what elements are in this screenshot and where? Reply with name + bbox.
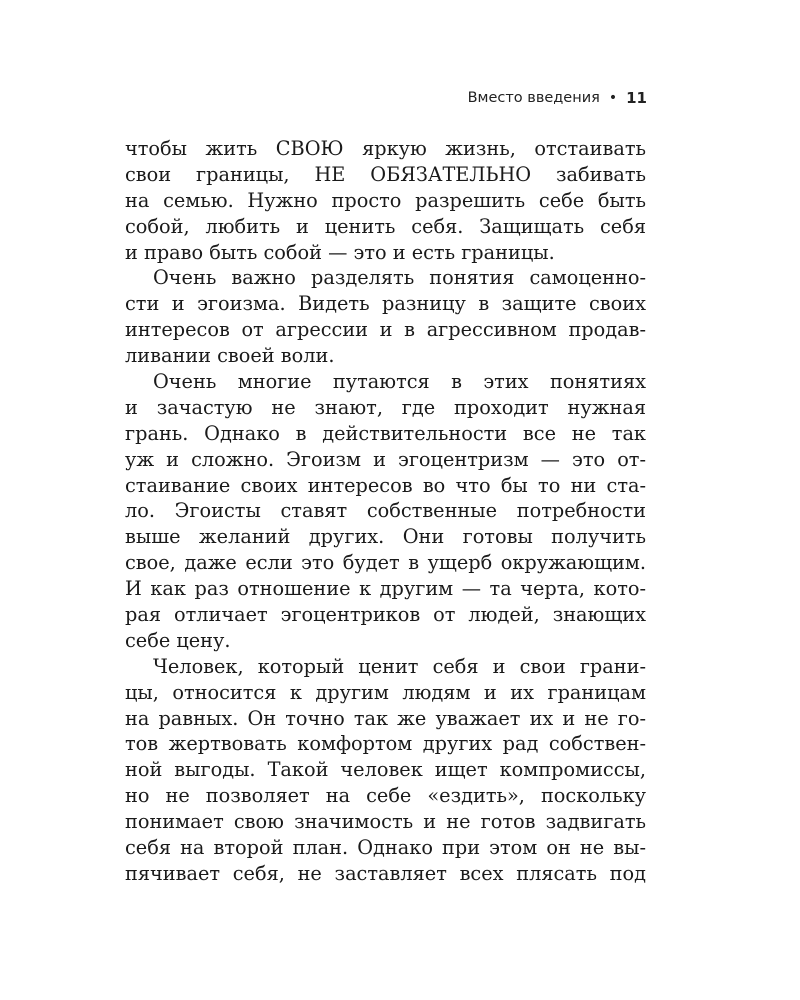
text-line: понимает свою значимость и не готов задвигать — [125, 810, 646, 834]
text-line: И как раз отношение к другим — та черта, кото- — [125, 577, 646, 601]
text-line: и право быть собой — это и есть границы. — [125, 240, 555, 264]
text-line: себе цену. — [125, 628, 231, 652]
text-line: интересов от агрессии и в агрессивном продав- — [125, 318, 646, 342]
text-line: сти и эгоизма. Видеть разницу в защите своих — [125, 292, 646, 316]
page-number: 11 — [626, 89, 647, 107]
text-line: тов жертвовать комфортом других рад собствен- — [125, 732, 646, 756]
text-line: на семью. Нужно просто разрешить себе быть — [125, 188, 646, 212]
text-line: себя на второй план. Однако при этом он не вы- — [125, 836, 646, 860]
paragraph-first-line: Очень многие путаются в этих понятиях — [153, 370, 646, 394]
text-line: уж и сложно. Эгоизм и эгоцентризм — это от- — [125, 447, 646, 471]
text-line: ло. Эгоисты ставят собственные потребности — [125, 499, 646, 523]
text-line: цы, относится к другим людям и их границам — [125, 680, 646, 704]
section-title: Вместо введения — [467, 90, 600, 106]
text-line: пячивает себя, не заставляет всех плясать под — [125, 861, 646, 885]
text-line: чтобы жить СВОЮ яркую жизнь, отстаивать — [125, 137, 646, 160]
text-line: выше желаний других. Они готовы получить — [125, 525, 646, 549]
text-line: ливании своей воли. — [125, 344, 335, 368]
text-line: стаивание своих интересов во что бы то ни ста- — [125, 473, 646, 497]
text-line: ной выгоды. Такой человек ищет компромиссы, — [125, 758, 646, 782]
paragraph-first-line: Очень важно разделять понятия самоценно- — [153, 266, 646, 290]
text-line: но не позволяет на себе «ездить», поскольку — [125, 784, 646, 808]
text-line: на равных. Он точно так же уважает их и не го- — [125, 706, 646, 730]
page-body-text — [125, 136, 646, 887]
text-line: свое, даже если это будет в ущерб окружающим. — [125, 551, 646, 575]
text-line: рая отличает эгоцентриков от людей, знающих — [125, 603, 646, 627]
text-line: и зачастую не знают, где проходит нужная — [125, 395, 646, 419]
paragraph-first-line: Человек, который ценит себя и свои грани- — [153, 654, 646, 678]
text-line: свои границы, НЕ ОБЯЗАТЕЛЬНО забивать — [125, 162, 646, 186]
running-header — [468, 89, 647, 107]
text-line: собой, любить и ценить себя. Защищать себя — [125, 214, 646, 238]
header-separator: • — [608, 90, 618, 106]
text-line: грань. Однако в действительности все не так — [125, 421, 646, 445]
